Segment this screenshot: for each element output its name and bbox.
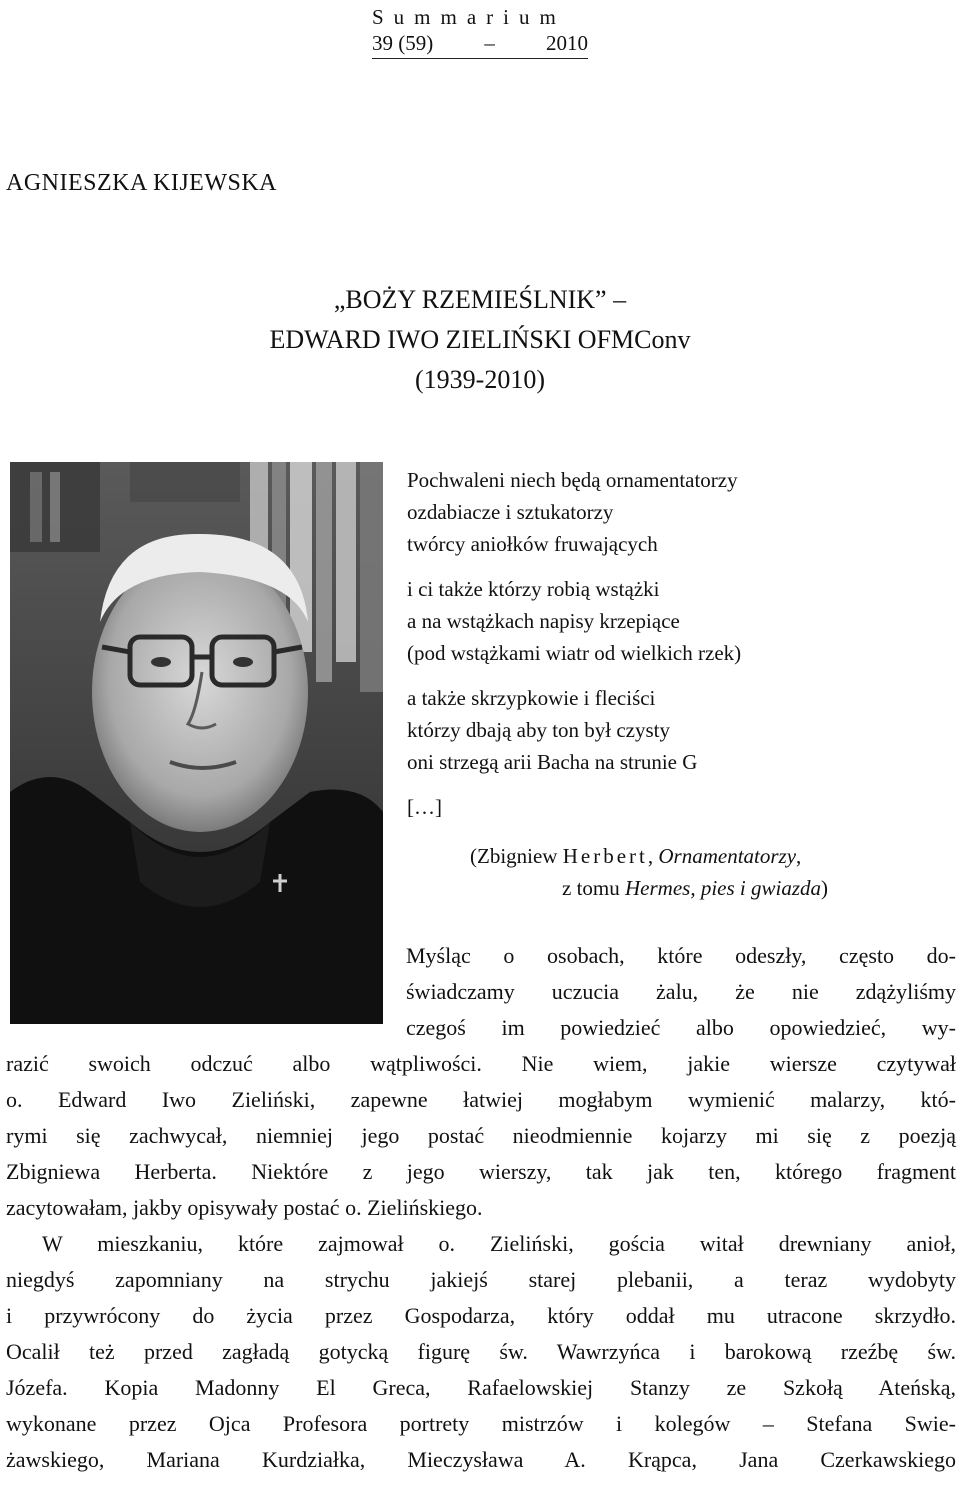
body-line: Ocalił też przed zagładą gotycką figurę św. Wawrzyńca i barokową rzeźbę św. bbox=[6, 1339, 956, 1364]
author-name: AGNIESZKA KIJEWSKA bbox=[6, 170, 277, 196]
citation-line bbox=[470, 840, 828, 872]
poem-line: którzy dbają aby ton był czysty bbox=[407, 718, 671, 742]
title-line: „BOŻY RZEMIEŚLNIK” – bbox=[333, 285, 627, 314]
poem-stanza bbox=[407, 573, 741, 669]
citation-open: (Zbigniew bbox=[470, 844, 563, 868]
body-line: zacytowałam, jakby opisywały postać o. Zielińskiego. bbox=[6, 1195, 483, 1220]
citation-close: ) bbox=[821, 876, 828, 900]
issue-dash: – bbox=[484, 31, 495, 55]
body-line: niegdyś zapomniany na strychu jakiejś starej plebanii, a teraz wydobyty bbox=[6, 1267, 956, 1292]
journal-name: Summarium bbox=[372, 5, 566, 29]
poem-line: i ci także którzy robią wstążki bbox=[407, 577, 660, 601]
body-line: W mieszkaniu, które zajmował o. Zieliński, gościa witał drewniany anioł, bbox=[42, 1231, 956, 1256]
issue-year: 2010 bbox=[546, 31, 588, 55]
poem-ellipsis: […] bbox=[407, 795, 442, 819]
poem-line: twórcy aniołków fruwających bbox=[407, 532, 658, 556]
title-line: EDWARD IWO ZIELIŃSKI OFMConv bbox=[269, 325, 691, 354]
body-text bbox=[6, 938, 956, 1478]
citation-from: z tomu bbox=[562, 876, 625, 900]
body-line: razić swoich odczuć albo wątpliwości. Nie wiem, jakie wiersze czytywał bbox=[6, 1051, 956, 1076]
poem-line: (pod wstążkami wiatr od wielkich rzek) bbox=[407, 641, 742, 665]
body-line: Józefa. Kopia Madonny El Greca, Rafaelowskiej Stanzy ze Szkołą Ateńską, bbox=[6, 1375, 956, 1400]
citation-work: Ornamentatorzy bbox=[658, 844, 797, 868]
citation-author: Herbert bbox=[562, 844, 648, 868]
journal-issue-line bbox=[372, 30, 588, 59]
body-line: czegoś im powiedzieć albo opowiedzieć, wy- bbox=[406, 1015, 956, 1040]
issue-number: 39 (59) bbox=[372, 31, 434, 55]
poem-line: a na wstążkach napisy krzepiące bbox=[407, 609, 680, 633]
poem-epigraph bbox=[407, 464, 741, 833]
citation-line bbox=[470, 872, 828, 904]
poem-line: a także skrzypkowie i fleciści bbox=[407, 686, 656, 710]
journal-header bbox=[372, 4, 588, 59]
citation-comma: , bbox=[796, 844, 802, 868]
title-line: (1939-2010) bbox=[415, 365, 545, 394]
poem-line: Pochwaleni niech będą ornamentatorzy bbox=[407, 468, 738, 492]
citation-volume: Hermes, pies i gwiazda bbox=[625, 876, 821, 900]
poem-line: ozdabiacze i sztukatorzy bbox=[407, 500, 614, 524]
body-line: o. Edward Iwo Zieliński, zapewne łatwiej mogłabym wymienić malarzy, któ- bbox=[6, 1087, 956, 1112]
body-line: i przywrócony do życia przez Gospodarza, który oddał mu utracone skrzydło. bbox=[6, 1303, 956, 1328]
body-line: żawskiego, Mariana Kurdziałka, Mieczysława A. Krąpca, Jana Czerkawskiego bbox=[6, 1447, 956, 1472]
poem-line: oni strzegą arii Bacha na strunie G bbox=[407, 750, 698, 774]
citation-comma: , bbox=[647, 844, 659, 868]
body-line: świadczamy uczucia żalu, że nie zdążyliśmy bbox=[406, 979, 956, 1004]
body-line: rymi się zachwycał, niemniej jego postać nieodmiennie kojarzy mi się z poezją bbox=[6, 1123, 956, 1148]
body-line: wykonane przez Ojca Profesora portrety mistrzów i kolegów – Stefana Swie- bbox=[6, 1411, 956, 1436]
poem-stanza bbox=[407, 464, 741, 560]
poem-stanza bbox=[407, 682, 741, 778]
body-line: Zbigniewa Herberta. Niektóre z jego wierszy, tak jak ten, którego fragment bbox=[6, 1159, 956, 1184]
body-line: Myśląc o osobach, które odeszły, często do- bbox=[406, 943, 956, 968]
poem-citation bbox=[470, 840, 828, 904]
article-title bbox=[0, 280, 960, 400]
